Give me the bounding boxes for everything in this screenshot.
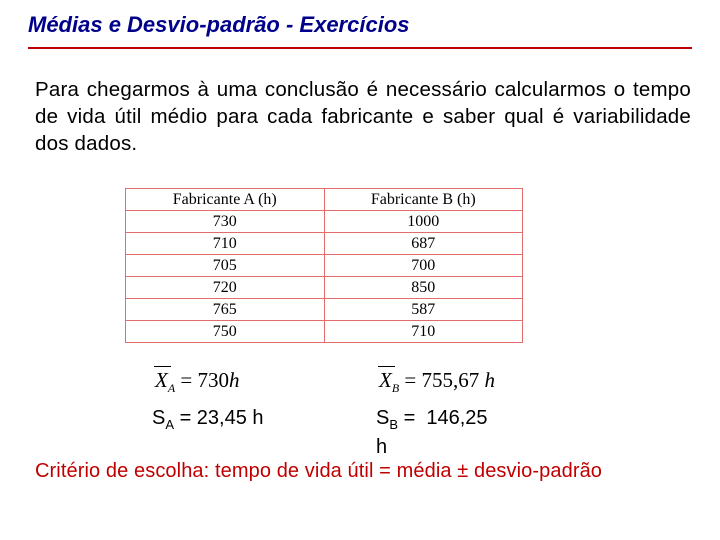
sd-b-line bbox=[376, 407, 488, 459]
sd-b-unit: h bbox=[376, 436, 388, 458]
table-row bbox=[126, 299, 523, 321]
slide-title: Médias e Desvio-padrão - Exercícios bbox=[28, 12, 410, 37]
table-row bbox=[126, 321, 523, 343]
mean-b-formula bbox=[379, 368, 495, 396]
mean-a-subscript: A bbox=[167, 381, 176, 396]
table-row bbox=[126, 277, 523, 299]
intro-paragraph: Para chegarmos à uma conclusão é necessário calcularmos o tempo de vida útil médio para cada fabricante e saber qual é variabilidade dos dados. bbox=[35, 78, 691, 155]
table-cell: 687 bbox=[324, 233, 523, 255]
header-manufacturer-b: Fabricante B (h) bbox=[324, 189, 523, 211]
table-cell: 850 bbox=[324, 277, 523, 299]
table-header-row bbox=[126, 189, 523, 211]
mean-a-value: = 730 bbox=[180, 368, 230, 392]
sd-b-value: = 146,25 bbox=[398, 407, 488, 429]
table-row bbox=[126, 255, 523, 277]
sd-a-symbol: S bbox=[152, 407, 166, 429]
title-underline bbox=[28, 47, 692, 49]
table-cell: 587 bbox=[324, 299, 523, 321]
table-cell: 705 bbox=[126, 255, 325, 277]
sd-b-subscript: B bbox=[389, 417, 399, 432]
table-cell: 765 bbox=[126, 299, 325, 321]
sd-a-value: = 23,45 h bbox=[174, 407, 264, 429]
table-cell: 730 bbox=[126, 211, 325, 233]
table-cell: 750 bbox=[126, 321, 325, 343]
mean-a-formula bbox=[155, 368, 240, 396]
lifetime-table bbox=[125, 188, 523, 343]
sd-b-symbol: S bbox=[376, 407, 390, 429]
sd-a-subscript: A bbox=[165, 417, 175, 432]
table-cell: 1000 bbox=[324, 211, 523, 233]
mean-a-symbol: X bbox=[155, 368, 168, 392]
table-cell: 720 bbox=[126, 277, 325, 299]
table-cell: 710 bbox=[126, 233, 325, 255]
mean-b-value: = 755,67 bbox=[404, 368, 480, 392]
header-manufacturer-a: Fabricante A (h) bbox=[126, 189, 325, 211]
table-cell: 710 bbox=[324, 321, 523, 343]
table-row bbox=[126, 233, 523, 255]
mean-b-symbol: X bbox=[379, 368, 392, 392]
table-cell: 700 bbox=[324, 255, 523, 277]
selection-criterion: Critério de escolha: tempo de vida útil = média ± desvio-padrão bbox=[35, 460, 603, 482]
mean-b-subscript: B bbox=[391, 381, 400, 396]
table-row bbox=[126, 211, 523, 233]
sd-a-line bbox=[152, 407, 264, 436]
mean-b-unit: h bbox=[484, 368, 496, 392]
mean-a-unit: h bbox=[229, 368, 240, 392]
